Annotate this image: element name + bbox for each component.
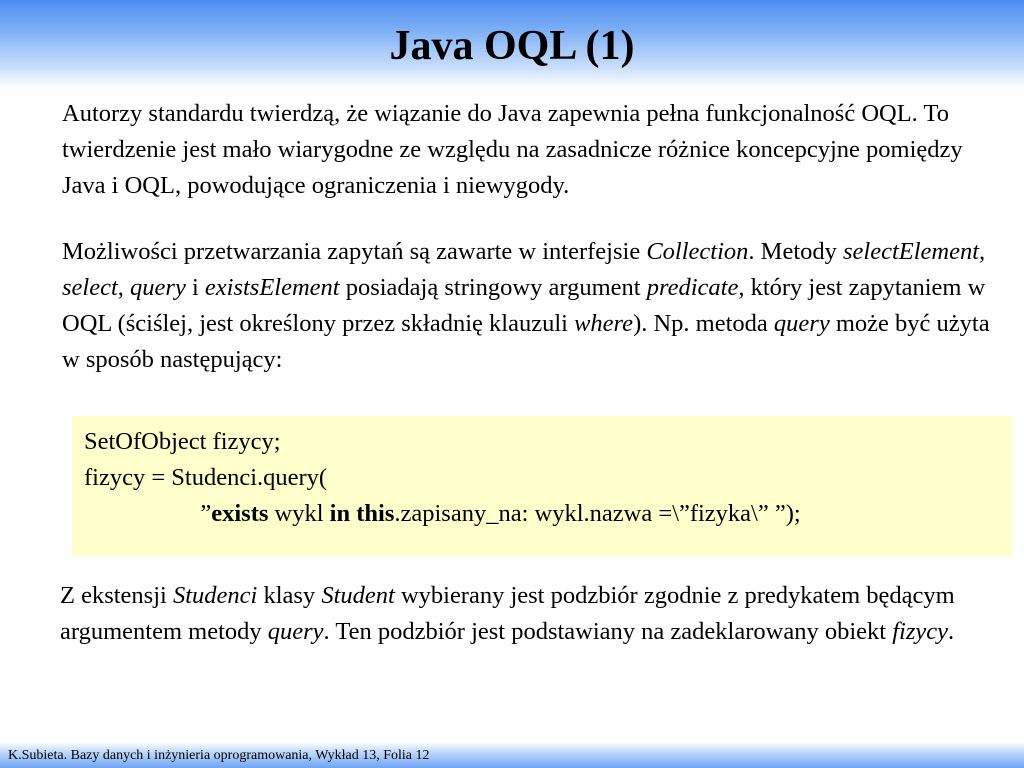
italic-term: query — [773, 310, 830, 337]
text-span: . Metody — [748, 238, 843, 265]
code-line-2: fizycy = Studenci.query( — [84, 464, 328, 491]
text-span: i — [185, 274, 205, 301]
text-span: wybierany jest podzbiór zgodnie z predykatem będącym argumentem metody — [60, 582, 955, 645]
italic-term: query — [130, 274, 186, 301]
paragraph-explanation — [60, 578, 1005, 650]
text-span: , — [117, 274, 131, 301]
italic-term: existsElement — [204, 274, 340, 301]
text-span: ). Np. metoda — [633, 310, 774, 337]
code-indent: ” — [84, 500, 212, 527]
italic-term: where — [574, 310, 634, 337]
italic-term: selectElement — [843, 238, 980, 265]
italic-term: select — [62, 274, 118, 301]
slide-footer: K.Subieta. Bazy danych i inżynieria oprogramowania, Wykład 13, Folia 12 — [8, 748, 430, 763]
code-text: .zapisany_na: wykl.nazwa =\”fizyka\” ”); — [394, 500, 801, 527]
italic-term: query — [267, 618, 324, 645]
code-keyword-exists: exists — [211, 500, 269, 527]
text-span: klasy — [257, 582, 322, 609]
code-text: wykl — [268, 500, 330, 527]
code-line-3 — [84, 496, 801, 532]
text-span: może być użyta w sposób następujący: — [62, 310, 990, 373]
code-block — [84, 424, 801, 532]
text-span: Możliwości przetwarzania zapytań są zawarte w interfejsie — [62, 238, 647, 265]
code-line-1: SetOfObject fizycy; — [84, 428, 281, 455]
italic-term: predicate — [646, 274, 739, 301]
slide-title: Java OQL (1) — [389, 23, 635, 69]
text-span: , — [979, 238, 986, 265]
text-span: . Ten podzbiór jest podstawiany na zadeklarowany obiekt — [323, 618, 893, 645]
text-span: . — [947, 618, 955, 645]
italic-term: fizycy — [892, 618, 948, 645]
paragraph-intro: Autorzy standardu twierdzą, że wiązanie do Java zapewnia pełna funkcjonalność OQL. To twierdzenie jest mało wiarygodne ze względu na zasadnicze różnice koncepcyjne pomiędzy Java i OQL, powodujące ograniczenia i niewygody. — [62, 100, 963, 199]
text-span: , który jest zapytaniem w OQL (ściślej, jest określony przez składnię klauzuli — [62, 274, 986, 337]
italic-term: Studenci — [172, 582, 258, 609]
italic-term: Student — [321, 582, 395, 609]
code-keyword-in-this: in this — [329, 500, 395, 527]
text-span: posiadają stringowy argument — [339, 274, 647, 301]
italic-term: Collection — [646, 238, 749, 265]
code-example-box — [72, 416, 1012, 556]
paragraph-methods — [62, 234, 1002, 378]
text-span: Z ekstensji — [60, 582, 173, 609]
